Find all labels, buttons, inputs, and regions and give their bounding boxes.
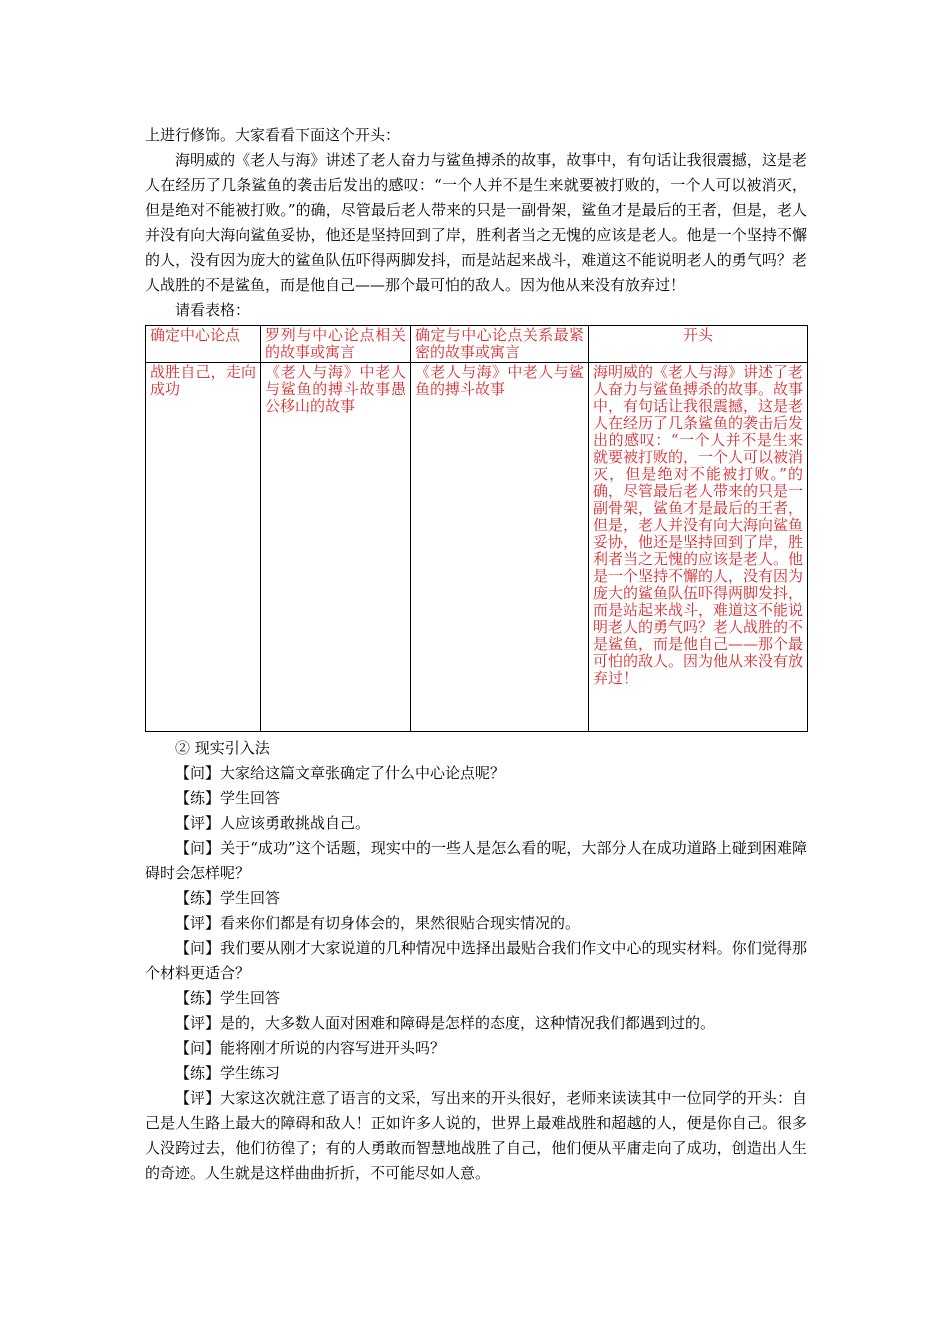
example-opening-paragraph: 海明威的《老人与海》讲述了老人奋力与鲨鱼搏杀的故事，故事中，有句话让我很震撼，这是老人在经历了几条鲨鱼的袭击后发出的感叹：“一个人并不是生来就要被打败的，一个人可以被消灭，但是绝对不能被打败。”的确，尽管最后老人带来的只是一副骨架，鲨鱼才是最后的王者，但是，老人并没有向大海向鲨鱼妥协，他还是坚持回到了岸，胜利者当之无愧的应该是老人。他是一个坚持不懈的人，没有因为庞大的鲨鱼队伍吓得两脚发抖，而是站起来战斗，难道这不能说明老人的勇气吗？老人战胜的不是鲨鱼，而是他自己——那个最可怕的敌人。因为他从来没有放弃过！ — [145, 151, 807, 294]
intro-line: 上进行修饰。大家看看下面这个开头： — [145, 126, 401, 144]
table-row — [146, 363, 808, 732]
cell-related-stories: 《老人与海》中老人与鲨鱼的搏斗故事愚公移山的故事 — [261, 363, 411, 732]
dialogue-line: 【评】看来你们都是有切身体会的，果然很贴合现实情况的。 — [175, 914, 581, 932]
header-cell-closest-story: 确定与中心论点关系最紧密的故事或寓言 — [411, 326, 589, 363]
dialogue-line: 【练】学生练习 — [175, 1064, 281, 1082]
dialogue-line: 【评】大家这次就注意了语言的文采，写出来的开头很好，老师来读读其中一位同学的开头：自己是人生路上最大的障碍和敌人！正如许多人说的，世界上最难战胜和超越的人，便是你自己。很多人没跨过去，他们彷徨了；有的人勇敢而智慧地战胜了自己，他们便从平庸走向了成功，创造出人生的奇迹。人生就是这样曲曲折折，不可能尽如人意。 — [145, 1089, 807, 1182]
header-cell-opening: 开头 — [589, 326, 808, 363]
table-header-row — [146, 326, 808, 363]
header-cell-related-stories: 罗列与中心论点相关的故事或寓言 — [261, 326, 411, 363]
cell-closest-story: 《老人与海》中老人与鲨鱼的搏斗故事 — [411, 363, 589, 732]
dialogue-line: 【评】是的，大多数人面对困难和障碍是怎样的态度，这种情况我们都遇到过的。 — [175, 1014, 716, 1032]
document-page — [145, 123, 807, 1186]
dialogue-line: 【练】学生回答 — [175, 889, 281, 907]
header-cell-thesis: 确定中心论点 — [146, 326, 261, 363]
dialogue-line: 【评】人应该勇敢挑战自己。 — [175, 814, 371, 832]
cell-opening: 海明威的《老人与海》讲述了老人奋力与鲨鱼搏杀的故事。故事中，有句话让我很震撼，这是老人在经历了几条鲨鱼的袭击后发出的感叹：“一个人并不是生来就要被打败的，一个人可以被消灭，但是绝对不能被打败。”的确，尽管最后老人带来的只是一副骨架，鲨鱼才是最后的王者，但是，老人并没有向大海向鲨鱼妥协，他还是坚持回到了岸，胜利者当之无愧的应该是老人。他是一个坚持不懈的人，没有因为庞大的鲨鱼队伍吓得两脚发抖，而是站起来战斗，难道这不能说明老人的勇气吗？老人战胜的不是鲨鱼，而是他自己——那个最可怕的敌人。因为他从来没有放弃过！ — [589, 363, 808, 732]
see-table-line: 请看表格： — [175, 301, 251, 319]
cell-thesis: 战胜自己，走向成功 — [146, 363, 261, 732]
outline-table — [145, 325, 808, 732]
dialogue-line: 【练】学生回答 — [175, 789, 281, 807]
dialogue-line: 【问】我们要从刚才大家说道的几种情况中选择出最贴合我们作文中心的现实材料。你们觉得那个材料更适合？ — [145, 939, 807, 982]
dialogue-line: 【问】能将刚才所说的内容写进开头吗？ — [175, 1039, 446, 1057]
dialogue-line: 【问】关于“成功”这个话题，现实中的一些人是怎么看的呢，大部分人在成功道路上碰到困难障碍时会怎样呢？ — [145, 839, 807, 882]
dialogue-line: 【练】学生回答 — [175, 989, 281, 1007]
section-heading: ② 现实引入法 — [175, 739, 270, 757]
dialogue-line: 【问】大家给这篇文章张确定了什么中心论点呢？ — [175, 764, 506, 782]
